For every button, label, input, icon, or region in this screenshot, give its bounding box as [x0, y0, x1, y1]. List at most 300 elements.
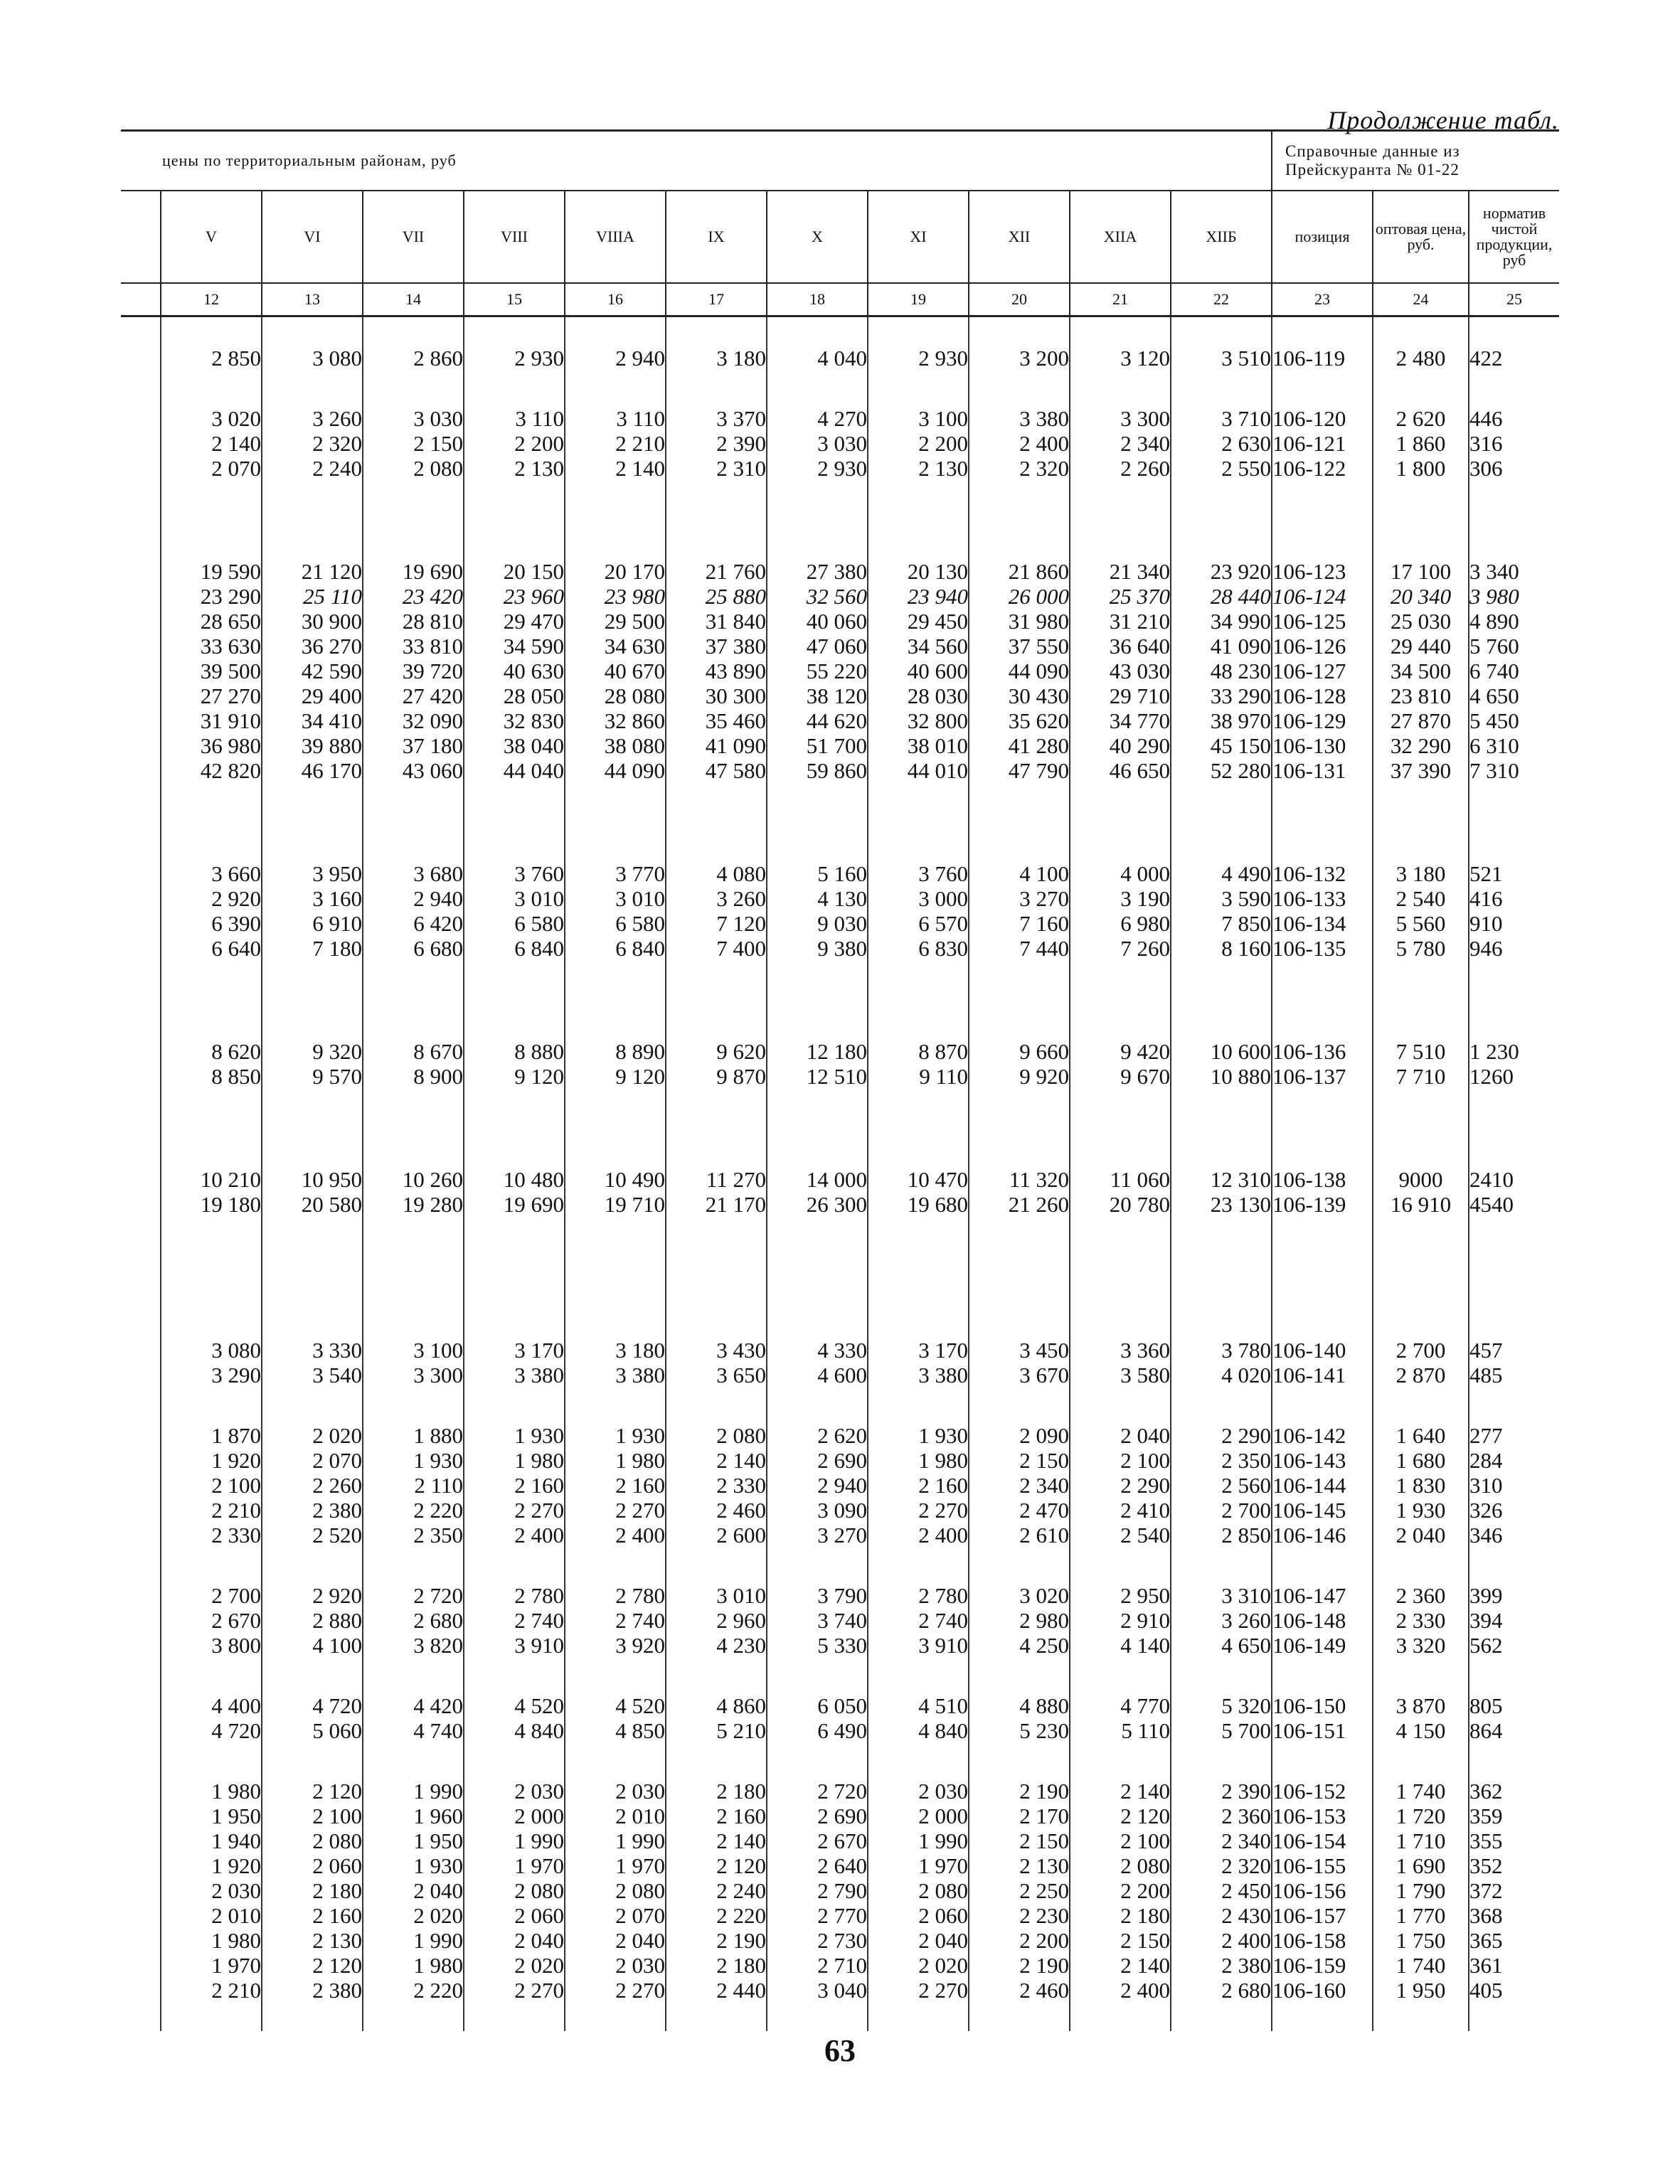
spacer-cell	[1272, 1548, 1373, 1583]
price-cell: 2 790	[767, 1878, 868, 1903]
table-row	[121, 1903, 1559, 1928]
price-cell: 2 670	[767, 1828, 868, 1853]
price-cell: 1 990	[565, 1828, 666, 1853]
price-cell: 4 880	[969, 1693, 1070, 1718]
net-product-norm-cell: 5 760	[1469, 634, 1559, 659]
spacer-cell	[565, 1387, 666, 1423]
price-cell: 2 450	[1171, 1878, 1272, 1903]
price-cell: 2 020	[868, 1953, 969, 1978]
price-cell: 2 390	[1171, 1779, 1272, 1804]
price-cell: 2 740	[464, 1608, 565, 1633]
price-cell: 4 840	[464, 1718, 565, 1743]
position-cell: 106-147	[1272, 1583, 1373, 1608]
price-cell: 3 360	[1070, 1338, 1171, 1363]
price-cell: 55 220	[767, 659, 868, 683]
position-cell: 106-121	[1272, 431, 1373, 456]
price-cell: 1 980	[868, 1448, 969, 1473]
price-cell: 36 980	[161, 733, 262, 758]
price-cell: 3 170	[464, 1338, 565, 1363]
price-cell: 5 700	[1171, 1718, 1272, 1743]
table-row	[121, 1363, 1559, 1387]
table-row	[121, 758, 1559, 783]
spacer-cell	[1469, 1387, 1559, 1423]
net-product-norm-cell: 1 230	[1469, 1039, 1559, 1064]
price-cell: 3 100	[868, 406, 969, 431]
price-cell: 23 130	[1171, 1192, 1272, 1217]
spacer-cell	[161, 481, 262, 559]
position-cell: 106-131	[1272, 758, 1373, 783]
position-cell: 106-160	[1272, 1978, 1373, 2003]
price-cell: 10 490	[565, 1167, 666, 1192]
price-cell: 36 640	[1070, 634, 1171, 659]
position-cell: 106-119	[1272, 346, 1373, 371]
price-cell: 2 690	[767, 1804, 868, 1828]
price-cell: 7 260	[1070, 936, 1171, 961]
spacer-cell	[161, 316, 262, 346]
price-cell: 19 690	[363, 559, 464, 584]
price-cell: 8 620	[161, 1039, 262, 1064]
price-cell: 2 040	[565, 1928, 666, 1953]
spacer-cell	[565, 316, 666, 346]
table-row	[121, 1498, 1559, 1523]
column-header: VIIIА	[565, 191, 666, 283]
position-cell: 106-150	[1272, 1693, 1373, 1718]
price-cell: 9 420	[1070, 1039, 1171, 1064]
price-cell: 2 400	[1171, 1928, 1272, 1953]
net-product-norm-cell: 4 650	[1469, 683, 1559, 708]
price-cell: 45 150	[1171, 733, 1272, 758]
price-cell: 2 690	[767, 1448, 868, 1473]
price-cell: 3 300	[363, 1363, 464, 1387]
price-cell: 4 520	[565, 1693, 666, 1718]
spacer-cell	[1373, 961, 1469, 1039]
spacer-cell	[121, 783, 161, 861]
spacer-cell	[1070, 961, 1171, 1039]
column-header: норматив чистой продукции, руб	[1469, 191, 1559, 283]
table-row	[121, 1192, 1559, 1217]
column-header: V	[161, 191, 262, 283]
spacer-cell	[1272, 371, 1373, 406]
price-cell: 2 700	[1171, 1498, 1272, 1523]
price-cell: 2 080	[1070, 1853, 1171, 1878]
net-product-norm-cell: 1260	[1469, 1064, 1559, 1089]
column-header: XII	[969, 191, 1070, 283]
row-label-cell	[121, 861, 161, 886]
price-cell: 2 180	[666, 1779, 767, 1804]
column-number: 22	[1171, 283, 1272, 316]
price-cell: 2 920	[161, 886, 262, 911]
spacer-cell	[767, 1743, 868, 1779]
price-cell: 2 330	[666, 1473, 767, 1498]
price-cell: 34 590	[464, 634, 565, 659]
price-cell: 3 660	[161, 861, 262, 886]
table-row	[121, 346, 1559, 371]
price-cell: 3 000	[868, 886, 969, 911]
price-cell: 2 120	[1070, 1804, 1171, 1828]
spacer-cell	[1469, 1217, 1559, 1338]
price-cell: 31 980	[969, 609, 1070, 634]
spacer-cell	[969, 481, 1070, 559]
price-cell: 41 280	[969, 733, 1070, 758]
price-cell: 52 280	[1171, 758, 1272, 783]
price-cell: 6 840	[464, 936, 565, 961]
price-cell: 28 030	[868, 683, 969, 708]
price-cell: 35 620	[969, 708, 1070, 733]
position-cell: 106-143	[1272, 1448, 1373, 1473]
price-cell: 2 010	[161, 1903, 262, 1928]
price-cell: 1 940	[161, 1828, 262, 1853]
position-cell: 106-127	[1272, 659, 1373, 683]
price-cell: 2 100	[1070, 1828, 1171, 1853]
wholesale-price-cell: 1 690	[1373, 1853, 1469, 1878]
price-cell: 28 810	[363, 609, 464, 634]
row-label-cell	[121, 456, 161, 481]
net-product-norm-cell: 368	[1469, 1903, 1559, 1928]
price-cell: 26 300	[767, 1192, 868, 1217]
price-cell: 2 290	[1171, 1423, 1272, 1448]
spacer-cell	[1373, 1089, 1469, 1167]
table-row	[121, 911, 1559, 936]
spacer-cell	[868, 1387, 969, 1423]
table-row	[121, 1953, 1559, 1978]
wholesale-price-cell: 1 950	[1373, 1978, 1469, 2003]
price-cell: 2 950	[1070, 1583, 1171, 1608]
price-cell: 2 780	[464, 1583, 565, 1608]
spacer-cell	[262, 371, 363, 406]
wholesale-price-cell: 4 150	[1373, 1718, 1469, 1743]
column-header: XIIБ	[1171, 191, 1272, 283]
row-label-cell	[121, 1167, 161, 1192]
spacer-cell	[969, 1548, 1070, 1583]
net-product-norm-cell: 306	[1469, 456, 1559, 481]
net-product-norm-cell: 365	[1469, 1928, 1559, 1953]
spacer-cell	[262, 1658, 363, 1693]
spacer-cell	[121, 1387, 161, 1423]
price-cell: 3 510	[1171, 346, 1272, 371]
price-cell: 2 600	[666, 1523, 767, 1548]
spacer-cell	[1171, 371, 1272, 406]
spacer-cell	[262, 2003, 363, 2031]
price-cell: 2 070	[161, 456, 262, 481]
price-cell: 3 740	[767, 1608, 868, 1633]
net-product-norm-cell: 284	[1469, 1448, 1559, 1473]
price-cell: 3 040	[767, 1978, 868, 2003]
price-cell: 6 390	[161, 911, 262, 936]
price-cell: 2 460	[969, 1978, 1070, 2003]
spacer-cell	[565, 1658, 666, 1693]
price-cell: 2 270	[464, 1978, 565, 2003]
price-cell: 2 020	[262, 1423, 363, 1448]
group-spacer	[121, 481, 1559, 559]
table-row	[121, 406, 1559, 431]
price-cell: 25 370	[1070, 584, 1171, 609]
spacer-cell	[1171, 1743, 1272, 1779]
price-cell: 2 320	[969, 456, 1070, 481]
spacer-cell	[565, 1743, 666, 1779]
price-cell: 2 930	[868, 346, 969, 371]
price-cell: 2 540	[1070, 1523, 1171, 1548]
price-cell: 2 130	[262, 1928, 363, 1953]
position-cell: 106-142	[1272, 1423, 1373, 1448]
price-cell: 1 980	[565, 1448, 666, 1473]
spacer-cell	[969, 1743, 1070, 1779]
price-cell: 2 120	[262, 1953, 363, 1978]
price-cell: 19 180	[161, 1192, 262, 1217]
spacer-cell	[1171, 1387, 1272, 1423]
group-spacer	[121, 961, 1559, 1039]
wholesale-price-cell: 1 830	[1373, 1473, 1469, 1498]
table-continuation-caption: Продолжение табл.	[1327, 106, 1559, 134]
price-cell: 9 120	[464, 1064, 565, 1089]
wholesale-price-cell: 2 360	[1373, 1583, 1469, 1608]
price-cell: 3 180	[565, 1338, 666, 1363]
spacer-cell	[666, 1658, 767, 1693]
price-cell: 2 110	[363, 1473, 464, 1498]
position-cell: 106-137	[1272, 1064, 1373, 1089]
price-cell: 2 270	[464, 1498, 565, 1523]
spacer-cell	[565, 1548, 666, 1583]
spacer-cell	[565, 2003, 666, 2031]
price-cell: 29 710	[1070, 683, 1171, 708]
price-cell: 2 120	[262, 1779, 363, 1804]
group-spacer	[121, 1548, 1559, 1583]
price-cell: 2 350	[1171, 1448, 1272, 1473]
net-product-norm-cell: 946	[1469, 936, 1559, 961]
price-cell: 2 400	[868, 1523, 969, 1548]
price-cell: 2 640	[767, 1853, 868, 1878]
price-cell: 2 070	[565, 1903, 666, 1928]
price-cell: 26 000	[969, 584, 1070, 609]
table-row	[121, 886, 1559, 911]
spacer-cell	[1070, 316, 1171, 346]
row-label-cell	[121, 659, 161, 683]
spacer-cell	[666, 961, 767, 1039]
wholesale-price-cell: 37 390	[1373, 758, 1469, 783]
spacer-cell	[1272, 961, 1373, 1039]
spacer-cell	[565, 961, 666, 1039]
price-cell: 2 080	[868, 1878, 969, 1903]
price-cell: 9 870	[666, 1064, 767, 1089]
wholesale-price-cell: 2 540	[1373, 886, 1469, 911]
header-reference-line1: Справочные данные из	[1285, 142, 1460, 160]
wholesale-price-cell: 5 560	[1373, 911, 1469, 936]
spacer-cell	[1373, 1548, 1469, 1583]
price-cell: 2 080	[666, 1423, 767, 1448]
spacer-cell	[1070, 1387, 1171, 1423]
column-number: 23	[1272, 283, 1373, 316]
price-cell: 3 270	[767, 1523, 868, 1548]
price-cell: 7 850	[1171, 911, 1272, 936]
price-cell: 34 630	[565, 634, 666, 659]
price-cell: 28 080	[565, 683, 666, 708]
price-cell: 2 260	[1070, 456, 1171, 481]
table-row	[121, 609, 1559, 634]
price-cell: 21 120	[262, 559, 363, 584]
price-cell: 11 320	[969, 1167, 1070, 1192]
wholesale-price-cell: 25 030	[1373, 609, 1469, 634]
price-cell: 4 860	[666, 1693, 767, 1718]
price-cell: 42 820	[161, 758, 262, 783]
price-cell: 2 130	[969, 1853, 1070, 1878]
price-cell: 2 080	[565, 1878, 666, 1903]
spacer-cell	[868, 1089, 969, 1167]
price-cell: 29 400	[262, 683, 363, 708]
price-cell: 1 990	[363, 1928, 464, 1953]
price-cell: 2 610	[969, 1523, 1070, 1548]
wholesale-price-cell: 3 870	[1373, 1693, 1469, 1718]
spacer-cell	[1469, 961, 1559, 1039]
price-cell: 3 020	[969, 1583, 1070, 1608]
price-cell: 2 030	[565, 1953, 666, 1978]
spacer-cell	[1272, 2003, 1373, 2031]
price-cell: 3 920	[565, 1633, 666, 1658]
price-cell: 32 090	[363, 708, 464, 733]
price-cell: 1 930	[868, 1423, 969, 1448]
price-cell: 4 600	[767, 1363, 868, 1387]
price-cell: 43 030	[1070, 659, 1171, 683]
price-cell: 2 200	[868, 431, 969, 456]
column-number: 21	[1070, 283, 1171, 316]
spacer-cell	[969, 961, 1070, 1039]
price-cell: 25 880	[666, 584, 767, 609]
price-cell: 3 330	[262, 1338, 363, 1363]
price-cell: 2 200	[1070, 1878, 1171, 1903]
spacer-cell	[1171, 1548, 1272, 1583]
price-cell: 2 930	[767, 456, 868, 481]
price-cell: 2 400	[565, 1523, 666, 1548]
column-number: 15	[464, 283, 565, 316]
position-cell: 106-146	[1272, 1523, 1373, 1548]
spacer-cell	[121, 2003, 161, 2031]
group-spacer	[121, 1658, 1559, 1693]
price-cell: 2 210	[161, 1978, 262, 2003]
net-product-norm-cell: 521	[1469, 861, 1559, 886]
row-label-cell	[121, 1928, 161, 1953]
price-cell: 33 630	[161, 634, 262, 659]
price-cell: 6 490	[767, 1718, 868, 1743]
price-cell: 2 340	[1070, 431, 1171, 456]
price-cell: 51 700	[767, 733, 868, 758]
spacer-cell	[262, 1089, 363, 1167]
price-cell: 2 230	[969, 1903, 1070, 1928]
row-label-cell	[121, 559, 161, 584]
table-row	[121, 1693, 1559, 1718]
row-label-cell	[121, 1608, 161, 1633]
spacer-cell	[464, 1658, 565, 1693]
price-cell: 20 780	[1070, 1192, 1171, 1217]
price-cell: 1 980	[363, 1953, 464, 1978]
spacer-cell	[363, 783, 464, 861]
wholesale-price-cell: 34 500	[1373, 659, 1469, 683]
price-cell: 3 450	[969, 1338, 1070, 1363]
price-cell: 8 160	[1171, 936, 1272, 961]
price-cell: 2 200	[464, 431, 565, 456]
price-cell: 32 560	[767, 584, 868, 609]
price-cell: 3 260	[666, 886, 767, 911]
price-cell: 1 980	[161, 1779, 262, 1804]
row-label-cell	[121, 1473, 161, 1498]
price-cell: 2 040	[868, 1928, 969, 1953]
table-row	[121, 733, 1559, 758]
price-cell: 2 850	[161, 346, 262, 371]
position-cell: 106-158	[1272, 1928, 1373, 1953]
wholesale-price-cell: 1 640	[1373, 1423, 1469, 1448]
price-cell: 23 920	[1171, 559, 1272, 584]
spacer-cell	[767, 1387, 868, 1423]
price-cell: 2 460	[666, 1498, 767, 1523]
spacer-cell	[161, 1743, 262, 1779]
table-row	[121, 1473, 1559, 1498]
price-cell: 12 310	[1171, 1167, 1272, 1192]
price-cell: 2 150	[969, 1448, 1070, 1473]
price-cell: 2 140	[1070, 1953, 1171, 1978]
header-group-prices: цены по территориальным районам, руб	[121, 131, 1272, 191]
row-label-cell	[121, 1878, 161, 1903]
spacer-cell	[1373, 316, 1469, 346]
price-cell: 9 030	[767, 911, 868, 936]
net-product-norm-cell: 346	[1469, 1523, 1559, 1548]
spacer-cell	[161, 961, 262, 1039]
price-cell: 9 660	[969, 1039, 1070, 1064]
wholesale-price-cell: 5 780	[1373, 936, 1469, 961]
price-cell: 2 160	[868, 1473, 969, 1498]
price-cell: 2 210	[565, 431, 666, 456]
price-cell: 2 410	[1070, 1498, 1171, 1523]
price-cell: 2 100	[161, 1473, 262, 1498]
price-cell: 1 880	[363, 1423, 464, 1448]
price-cell: 3 430	[666, 1338, 767, 1363]
price-cell: 3 260	[1171, 1608, 1272, 1633]
price-cell: 3 820	[363, 1633, 464, 1658]
price-cell: 2 220	[666, 1903, 767, 1928]
price-cell: 2 940	[363, 886, 464, 911]
spacer-cell	[868, 316, 969, 346]
spacer-cell	[464, 1217, 565, 1338]
spacer-cell	[1469, 1089, 1559, 1167]
position-cell: 106-139	[1272, 1192, 1373, 1217]
row-label-cell	[121, 758, 161, 783]
position-cell: 106-123	[1272, 559, 1373, 584]
price-cell: 5 110	[1070, 1718, 1171, 1743]
price-cell: 3 780	[1171, 1338, 1272, 1363]
price-cell: 1 970	[464, 1853, 565, 1878]
price-cell: 2 100	[1070, 1448, 1171, 1473]
spacer-cell	[1070, 2003, 1171, 2031]
price-cell: 37 180	[363, 733, 464, 758]
price-cell: 2 620	[767, 1423, 868, 1448]
price-cell: 10 260	[363, 1167, 464, 1192]
row-label-cell	[121, 1953, 161, 1978]
position-cell: 106-125	[1272, 609, 1373, 634]
spacer-cell	[969, 1089, 1070, 1167]
price-cell: 2 340	[1171, 1828, 1272, 1853]
price-cell: 6 420	[363, 911, 464, 936]
spacer-cell	[1373, 371, 1469, 406]
price-cell: 2 880	[262, 1608, 363, 1633]
spacer-cell	[1171, 1217, 1272, 1338]
wholesale-price-cell: 1 680	[1373, 1448, 1469, 1473]
price-cell: 7 120	[666, 911, 767, 936]
spacer-cell	[363, 1743, 464, 1779]
wholesale-price-cell: 2 870	[1373, 1363, 1469, 1387]
price-cell: 1 930	[464, 1423, 565, 1448]
price-cell: 1 990	[363, 1779, 464, 1804]
wholesale-price-cell: 1 800	[1373, 456, 1469, 481]
price-cell: 3 180	[666, 346, 767, 371]
spacer-cell	[262, 961, 363, 1039]
column-header: VIII	[464, 191, 565, 283]
spacer-cell	[1469, 1743, 1559, 1779]
